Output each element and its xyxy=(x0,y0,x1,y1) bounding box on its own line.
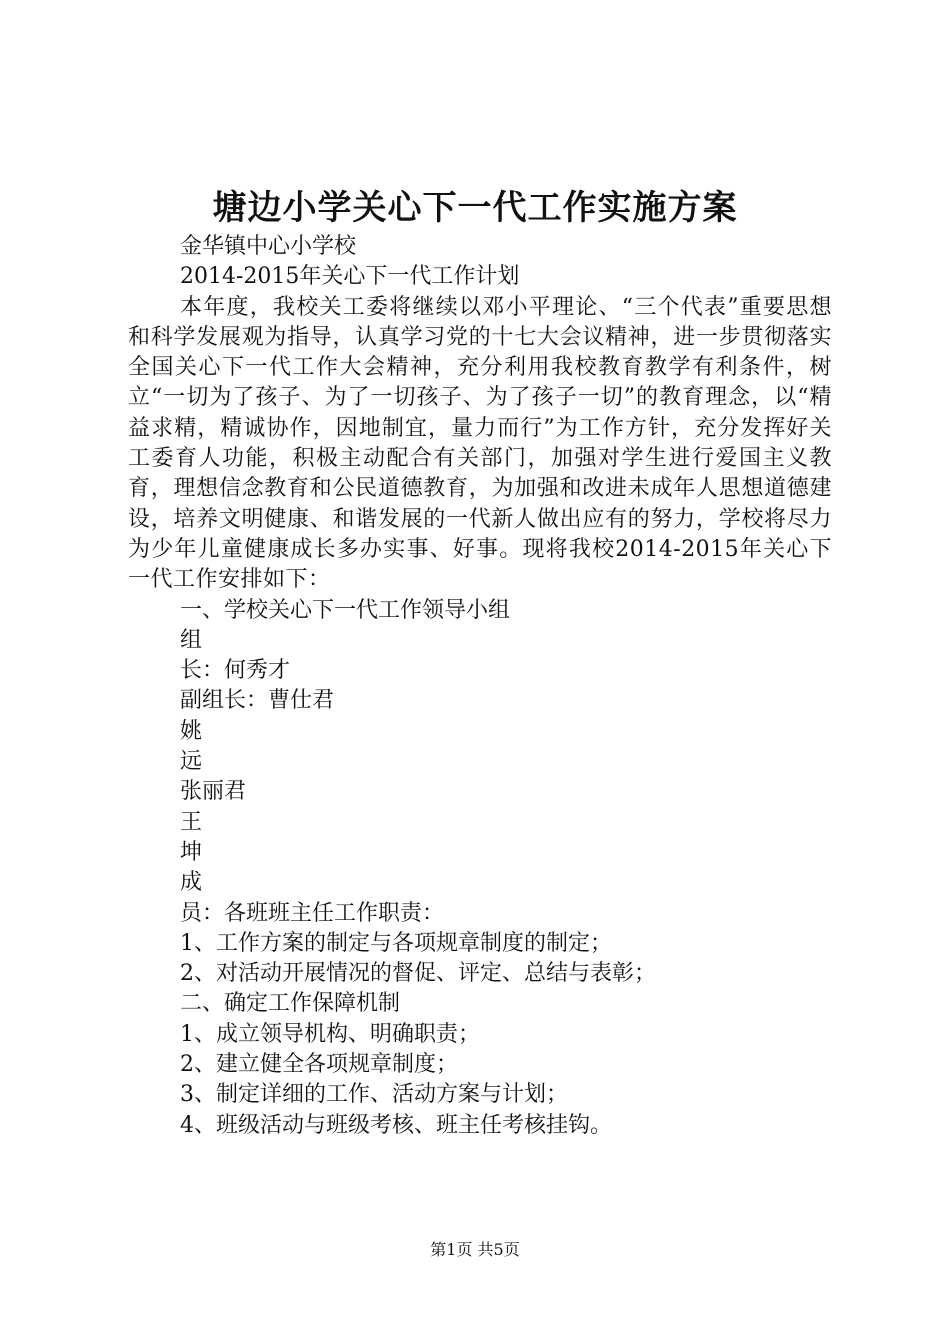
line-name-kun: 坤 xyxy=(180,839,203,865)
intro-paragraph: 本年度，我校关工委将继续以邓小平理论、“三个代表”重要思想和科学发展观为指导，认真学习党的十七大会议精神，进一步贯彻落实全国关心下一代工作大会精神，充分利用我校教育教学有利条件，树立“一切为了孩子、为了一切孩子、为了孩子一切”的教育理念，以“精益求精，精诚协作，因地制宜，量力而行”为工作方针，充分发挥好关工委育人功能，积极主动配合有关部门，加强对学生进行爱国主义教育，理想信念教育和公民道德教育，为加强和改进未成年人思想道德建设，培养文明健康、和谐发展的一代新人做出应有的努力，学校将尽力为少年儿童健康成长多办实事、好事。现将我校2014-2015年关心下一代工作安排如下： xyxy=(128,294,832,593)
line-members: 员：各班班主任工作职责： xyxy=(180,900,445,926)
line-name-zhang: 张丽君 xyxy=(180,779,247,805)
line-mechanism-4: 4、班级活动与班级考核、班主任考核挂钩。 xyxy=(180,1112,612,1138)
line-duty-1: 1、工作方案的制定与各项规章制度的制定； xyxy=(180,930,612,956)
line-name-wang: 王 xyxy=(180,809,203,835)
line-name-yao: 姚 xyxy=(180,718,203,744)
page-indicator: 第1页 共5页 xyxy=(430,1240,520,1259)
line-group-a: 组 xyxy=(180,627,203,653)
plan-title: 2014-2015年关心下一代工作计划 xyxy=(180,264,520,290)
document-title: 塘边小学关心下一代工作实施方案 xyxy=(212,188,738,228)
line-mechanism-2: 2、建立健全各项规章制度； xyxy=(180,1052,458,1078)
line-leader: 长：何秀才 xyxy=(180,658,291,684)
school-name: 金华镇中心小学校 xyxy=(180,234,357,259)
document-body xyxy=(128,232,832,1141)
line-duty-2: 2、对活动开展情况的督促、评定、总结与表彰； xyxy=(180,961,656,987)
line-section-2: 二、确定工作保障机制 xyxy=(180,991,401,1017)
line-deputy-leader: 副组长：曹仕君 xyxy=(180,688,335,714)
line-member-a: 成 xyxy=(180,870,203,896)
line-mechanism-1: 1、成立领导机构、明确职责； xyxy=(180,1021,480,1047)
line-name-yuan: 远 xyxy=(180,749,203,775)
line-mechanism-3: 3、制定详细的工作、活动方案与计划； xyxy=(180,1082,568,1108)
line-section-1: 一、学校关心下一代工作领导小组 xyxy=(180,597,511,623)
